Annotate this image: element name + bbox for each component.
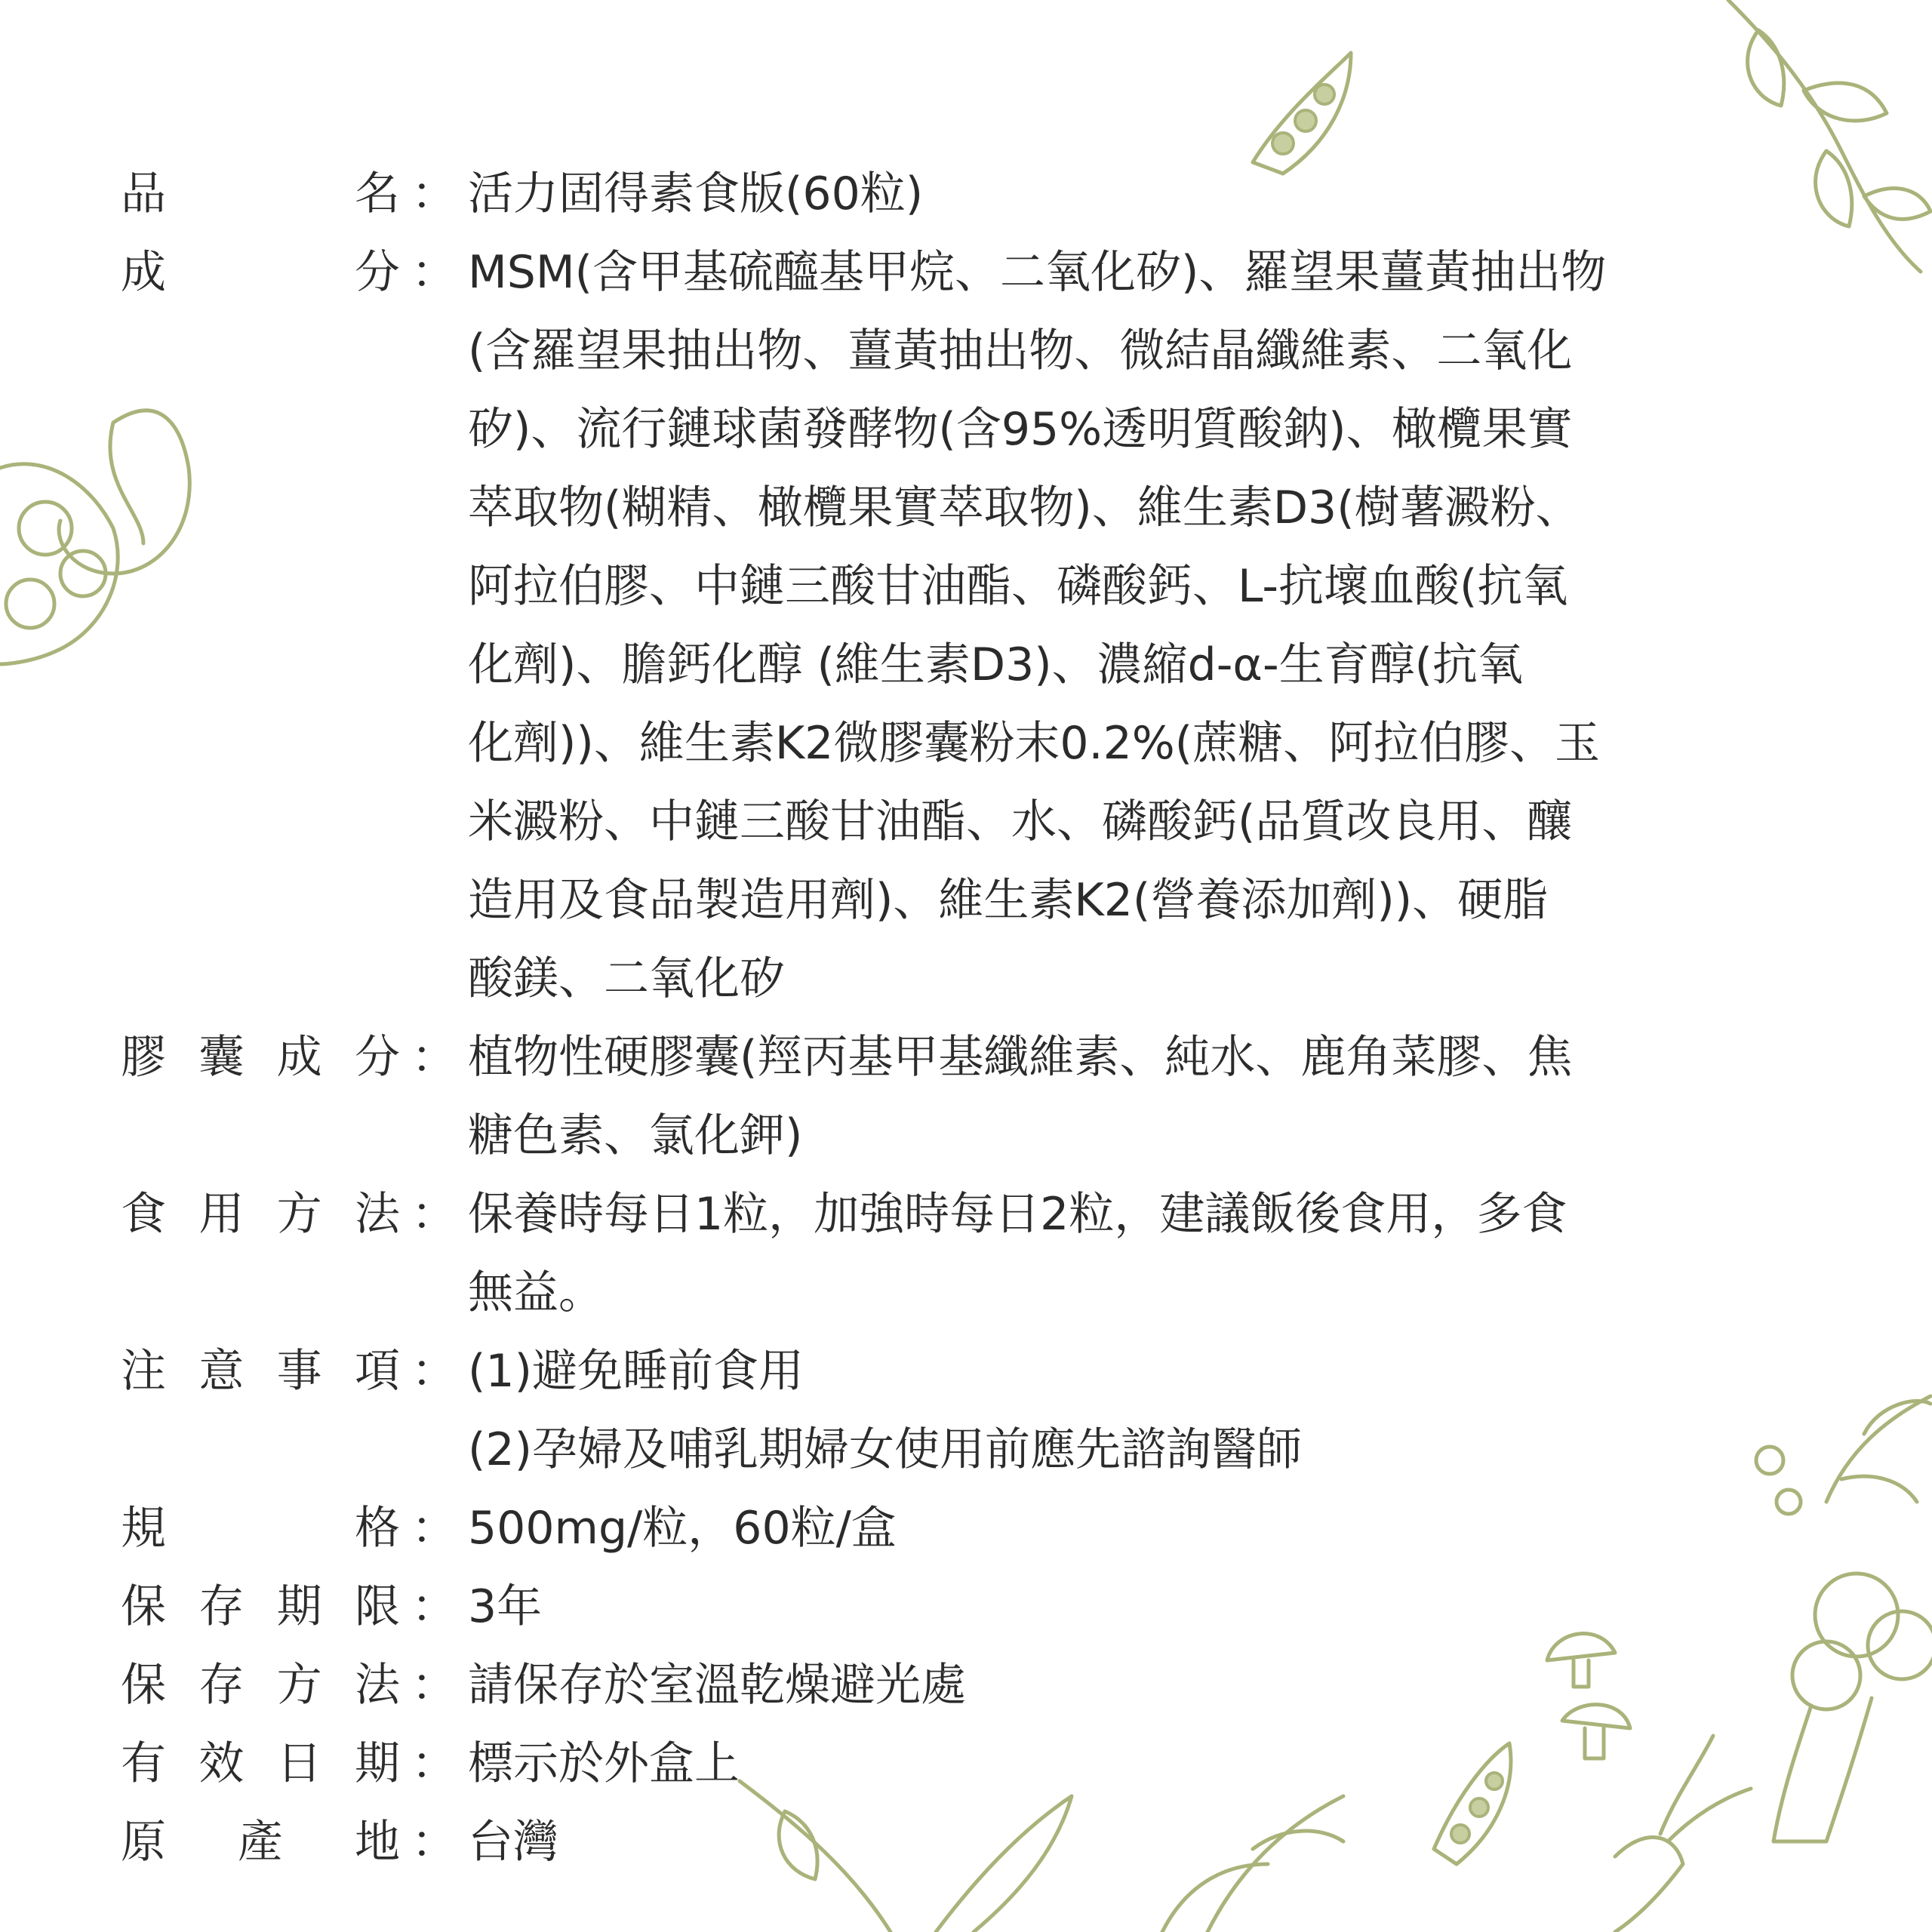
spec-value bbox=[468, 1332, 1811, 1489]
spec-label-char: 用 bbox=[198, 1188, 245, 1241]
spec-value-line: 酸鎂、二氧化矽 bbox=[468, 952, 785, 1005]
spec-label-char: 品 bbox=[121, 168, 166, 220]
spec-label-char: 地 bbox=[355, 1816, 400, 1869]
spec-label-char: 規 bbox=[121, 1502, 166, 1555]
spec-value-line: 保養時每日1粒，加強時每日2粒，建議飯後食用，多食 bbox=[468, 1188, 1567, 1241]
spec-value-line: 化劑)、膽鈣化醇 (維生素D3)、濃縮d-α-生育醇(抗氧 bbox=[468, 638, 1524, 691]
leaf-sprig-icon bbox=[1826, 1396, 1930, 1502]
spec-label-char: 法 bbox=[354, 1659, 400, 1712]
spec-value-line: 活力固得素食版(60粒) bbox=[468, 168, 924, 220]
spec-value bbox=[468, 155, 1811, 233]
spec-value-line: 阿拉伯膠、中鏈三酸甘油酯、磷酸鈣、L-抗壞血酸(抗氧 bbox=[468, 560, 1568, 613]
spec-value-line: 造用及食品製造用劑)、維生素K2(營養添加劑))、硬脂 bbox=[468, 874, 1549, 927]
spec-label bbox=[121, 233, 400, 312]
spec-row bbox=[121, 1724, 1811, 1803]
spec-value bbox=[468, 1175, 1811, 1332]
spec-value bbox=[468, 1724, 1811, 1803]
spec-label-char: 意 bbox=[198, 1345, 245, 1398]
spec-value bbox=[468, 1803, 1811, 1881]
spec-value bbox=[468, 1018, 1811, 1175]
spec-label bbox=[121, 1332, 400, 1411]
spec-row bbox=[121, 1018, 1811, 1175]
spec-label-char: 效 bbox=[198, 1737, 245, 1790]
spec-value-line: 無益。 bbox=[468, 1266, 604, 1319]
spec-label bbox=[121, 155, 400, 233]
spec-label-char: 期 bbox=[354, 1737, 400, 1790]
spec-label-char: 日 bbox=[276, 1737, 322, 1790]
spec-row bbox=[121, 1175, 1811, 1332]
product-spec-sheet bbox=[121, 155, 1811, 1881]
spec-label-char: 分 bbox=[355, 246, 400, 299]
spec-row bbox=[121, 1803, 1811, 1881]
spec-label-char: 原 bbox=[121, 1816, 166, 1869]
spec-label-char: 存 bbox=[198, 1659, 245, 1712]
spec-row bbox=[121, 233, 1811, 1018]
spec-colon: ： bbox=[411, 168, 457, 220]
spec-colon: ： bbox=[411, 1659, 457, 1712]
spec-label bbox=[121, 1724, 400, 1803]
spec-label-char: 注 bbox=[121, 1345, 166, 1398]
spec-label bbox=[121, 1018, 400, 1097]
spec-value bbox=[468, 233, 1811, 1018]
spec-label-char: 有 bbox=[121, 1737, 166, 1790]
spec-label-char: 產 bbox=[238, 1816, 283, 1869]
spec-value-line: (2)孕婦及哺乳期婦女使用前應先諮詢醫師 bbox=[468, 1423, 1302, 1476]
spec-label-char: 方 bbox=[276, 1188, 322, 1241]
spec-label bbox=[121, 1803, 400, 1881]
spec-label-char: 方 bbox=[276, 1659, 322, 1712]
spec-value-line: 請保存於室溫乾燥避光處 bbox=[468, 1659, 966, 1712]
spec-label-char: 事 bbox=[276, 1345, 322, 1398]
spec-value-line: 植物性硬膠囊(羥丙基甲基纖維素、純水、鹿角菜膠、焦 bbox=[468, 1031, 1573, 1084]
spec-value-line: 萃取物(糊精、橄欖果實萃取物)、維生素D3(樹薯澱粉、 bbox=[468, 481, 1581, 534]
spec-colon: ： bbox=[411, 1502, 457, 1555]
spec-value bbox=[468, 1567, 1811, 1646]
spec-label-char: 限 bbox=[354, 1580, 400, 1633]
spec-label-char: 保 bbox=[121, 1659, 166, 1712]
spec-label bbox=[121, 1489, 400, 1567]
spec-value bbox=[468, 1646, 1811, 1724]
spec-value-line: (1)避免睡前食用 bbox=[468, 1345, 804, 1398]
spec-label bbox=[121, 1646, 400, 1724]
spec-value-line: 糖色素、氯化鉀) bbox=[468, 1109, 803, 1162]
spec-colon: ： bbox=[411, 1816, 457, 1869]
spec-label-char: 囊 bbox=[198, 1031, 245, 1084]
spec-label-char: 項 bbox=[354, 1345, 400, 1398]
spec-value-line: 500mg/粒，60粒/盒 bbox=[468, 1502, 897, 1555]
spec-label bbox=[121, 1567, 400, 1646]
spec-value-line: 米澱粉、中鏈三酸甘油酯、水、磷酸鈣(品質改良用、釀 bbox=[468, 795, 1573, 848]
spec-label-char: 法 bbox=[354, 1188, 400, 1241]
spec-value-line: 標示於外盒上 bbox=[468, 1737, 740, 1790]
spec-value-line: 矽)、流行鏈球菌發酵物(含95%透明質酸鈉)、橄欖果實 bbox=[468, 403, 1573, 456]
spec-label-char: 食 bbox=[121, 1188, 166, 1241]
spec-value-line: MSM(含甲基硫醯基甲烷、二氧化矽)、羅望果薑黃抽出物 bbox=[468, 246, 1607, 299]
spec-colon: ： bbox=[411, 1580, 457, 1633]
spec-value-line: 台灣 bbox=[468, 1816, 558, 1869]
spec-colon: ： bbox=[411, 1345, 457, 1398]
spec-colon: ： bbox=[411, 1737, 457, 1790]
spec-label-char: 分 bbox=[354, 1031, 400, 1084]
spec-colon: ： bbox=[411, 246, 457, 299]
spec-value-line: 3年 bbox=[468, 1580, 543, 1633]
spec-row bbox=[121, 1332, 1811, 1489]
spec-label-char: 保 bbox=[121, 1580, 166, 1633]
spec-row bbox=[121, 1646, 1811, 1724]
spec-row bbox=[121, 155, 1811, 233]
spec-row bbox=[121, 1489, 1811, 1567]
spec-colon: ： bbox=[411, 1031, 457, 1084]
spec-label-char: 成 bbox=[121, 246, 166, 299]
spec-label-char: 存 bbox=[198, 1580, 245, 1633]
spec-value-line: 化劑))、維生素K2微膠囊粉末0.2%(蔗糖、阿拉伯膠、玉 bbox=[468, 717, 1601, 770]
spec-label-char: 成 bbox=[276, 1031, 322, 1084]
spec-label-char: 格 bbox=[355, 1502, 400, 1555]
spec-colon: ： bbox=[411, 1188, 457, 1241]
spec-row bbox=[121, 1567, 1811, 1646]
spec-label-char: 名 bbox=[355, 168, 400, 220]
spec-value bbox=[468, 1489, 1811, 1567]
spec-label-char: 期 bbox=[276, 1580, 322, 1633]
spec-label-char: 膠 bbox=[121, 1031, 166, 1084]
spec-value-line: (含羅望果抽出物、薑黃抽出物、微結晶纖維素、二氧化 bbox=[468, 325, 1573, 377]
spec-label bbox=[121, 1175, 400, 1254]
